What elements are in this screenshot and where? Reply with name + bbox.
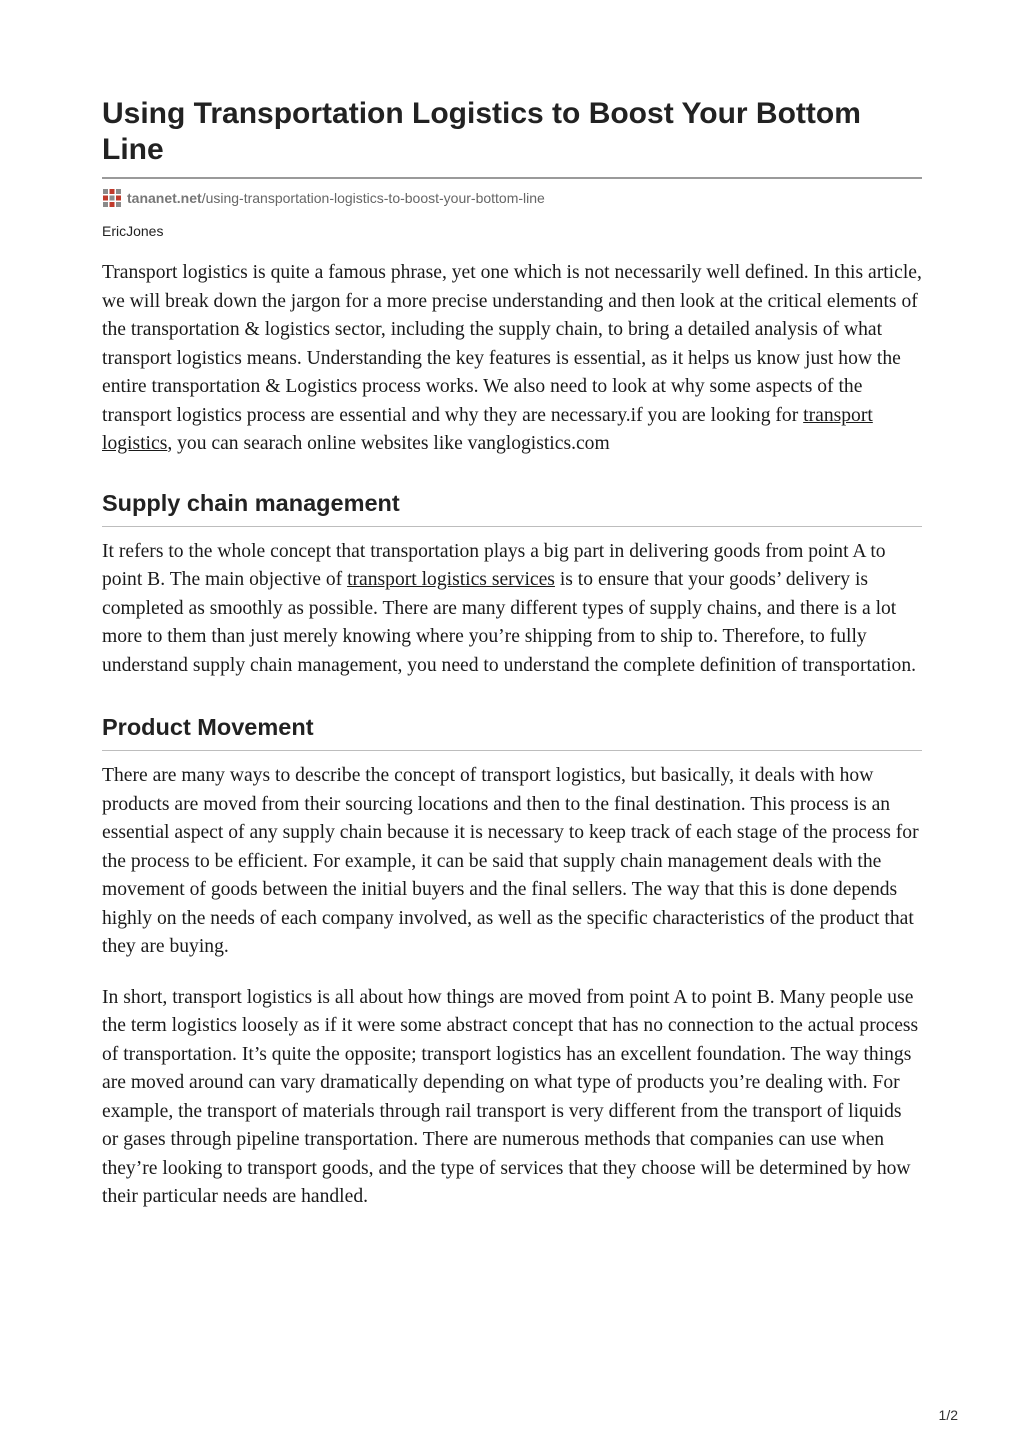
intro-paragraph: [102, 259, 922, 459]
supply-chain-paragraph: [102, 538, 922, 681]
source-link[interactable]: [127, 190, 545, 206]
author-name: EricJones: [102, 223, 164, 239]
page-number: 1/2: [938, 1407, 958, 1423]
transport-logistics-services-link[interactable]: transport logistics services: [347, 569, 555, 590]
intro-text-before: Transport logistics is quite a famous phrase, yet one which is not necessarily well defined. In this article, we will break down the jargon for a more precise understanding and then look at the critical elements of the transportation & logistics sector, including the supply chain, to bring a detailed analysis of what transport logistics means. Understanding the key features is essential, as it helps us know just how the entire transportation & Logistics process works. We also need to look at why some aspects of the transport logistics process are essential and why they are necessary.if you are looking for: [102, 262, 922, 426]
site-favicon-icon: [102, 188, 122, 208]
section-heading-supply-chain: Supply chain management: [102, 488, 922, 527]
section-heading-product-movement: Product Movement: [102, 712, 922, 751]
transport-logistics-link[interactable]: transport logistics: [102, 404, 873, 454]
source-line: [102, 188, 922, 208]
source-path: /using-transportation-logistics-to-boost-your-bottom-line: [201, 190, 545, 206]
article-title: Using Transportation Logistics to Boost Your Bottom Line: [102, 0, 922, 179]
supply-text-before: It refers to the whole concept that transportation plays a big part in delivering goods from point A to point B. The main objective of: [102, 540, 886, 590]
product-movement-paragraph-2: In short, transport logistics is all about how things are moved from point A to point B. Many people use the term logistics loosely as if it were some abstract concept that has no connection to the actual process of transportation. It’s quite the opposite; transport logistics has an excellent foundation. The way things are moved around can vary dramatically depending on what type of products you’re dealing with. For example, the transport of materials through rail transport is very different from the transport of liquids or gases through pipeline transportation. There are numerous methods that companies can use when they’re looking to transport goods, and the type of services that they choose will be determined by how their particular needs are handled.: [102, 986, 919, 1207]
product-movement-paragraph-1: There are many ways to describe the concept of transport logistics, but basically, it deals with how products are moved from their sourcing locations and then to the final destination. This process is an essential aspect of any supply chain because it is necessary to keep track of each stage of the process for the process to be efficient. For example, it can be said that supply chain management deals with the movement of goods between the initial buyers and the final sellers. The way that this is done depends highly on the needs of each company involved, as well as the specific characteristics of the product that they are buying.: [102, 765, 919, 957]
source-domain: tananet.net: [127, 190, 202, 206]
document-page: [102, 0, 922, 1212]
supply-text-after: is to ensure that your goods’ delivery is completed as smoothly as possible. There are many different types of supply chains, and there is a lot more to them than just merely knowing where you’re shipping from to ship to. Therefore, to fully understand supply chain management, you need to understand the complete definition of transportation.: [102, 569, 917, 676]
intro-text-after: , you can searach online websites like vanglogistics.com: [167, 433, 610, 454]
